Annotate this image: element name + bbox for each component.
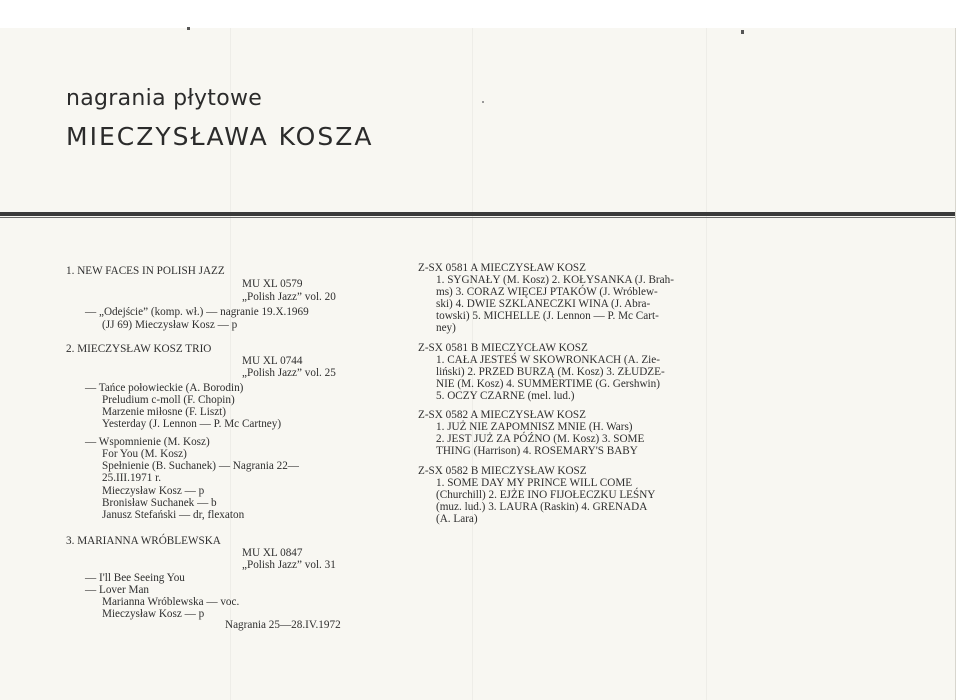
catalog-number: MU XL 0744 bbox=[242, 355, 303, 367]
credit-line: (JJ 69) Mieczysław Kosz — p bbox=[102, 319, 238, 331]
catalog-number: MU XL 0847 bbox=[242, 547, 303, 559]
record-title: 3. MARIANNA WRÓBLEWSKA bbox=[66, 535, 221, 547]
side-heading: Z-SX 0581 B MIECZYCŁAW KOSZ bbox=[418, 342, 588, 354]
track-line: Yesterday (J. Lennon — P. Mc Cartney) bbox=[102, 418, 282, 430]
tracklist-line: (A. Lara) bbox=[436, 513, 478, 525]
print-mark bbox=[741, 30, 744, 34]
fold-crease bbox=[706, 28, 707, 700]
side-heading: Z-SX 0582 B MIECZYSŁAW KOSZ bbox=[418, 465, 587, 477]
tracklist-line: ms) 3. CORAZ WIĘCEJ PTAKÓW (J. Wróblew- bbox=[436, 286, 658, 298]
side-heading: Z-SX 0581 A MIECZYSŁAW KOSZ bbox=[418, 262, 586, 274]
title-subtitle: nagrania płytowe bbox=[66, 86, 263, 111]
tracklist-line: 5. OCZY CZARNE (mel. lud.) bbox=[436, 390, 575, 402]
title-artist: MIECZYSŁAWA KOSZA bbox=[66, 122, 374, 151]
print-mark bbox=[482, 101, 484, 103]
track-line: — Lover Man bbox=[85, 584, 150, 596]
tracklist-line: 1. CAŁA JESTEŚ W SKOWRONKACH (A. Zie- bbox=[436, 354, 660, 366]
series-label: „Polish Jazz” vol. 25 bbox=[242, 367, 336, 379]
credit-line: Marianna Wróblewska — voc. bbox=[102, 596, 240, 608]
tracklist-line: 1. SOME DAY MY PRINCE WILL COME bbox=[436, 477, 633, 489]
tracklist-line: ski) 4. DWIE SZKLANECZKI WINA (J. Abra- bbox=[436, 298, 651, 310]
series-label: „Polish Jazz” vol. 31 bbox=[242, 559, 336, 571]
tracklist-line: (Churchill) 2. EJŻE INO FIJOŁECZKU LEŚNY bbox=[436, 489, 656, 501]
track-line: Marzenie miłosne (F. Liszt) bbox=[102, 406, 226, 418]
credit-line: Janusz Stefański — dr, flexaton bbox=[102, 509, 245, 521]
record-title: 2. MIECZYSŁAW KOSZ TRIO bbox=[66, 343, 212, 355]
divider-thin bbox=[0, 217, 955, 218]
catalog-number: MU XL 0579 bbox=[242, 278, 303, 290]
tracklist-line: 2. JEST JUŻ ZA PÓŹNO (M. Kosz) 3. SOME bbox=[436, 433, 645, 445]
credit-line: Mieczysław Kosz — p bbox=[102, 608, 205, 620]
tracklist-line: liński) 2. PRZED BURZĄ (M. Kosz) 3. ZŁUDZE- bbox=[436, 366, 665, 378]
track-line: 25.III.1971 r. bbox=[102, 472, 162, 484]
series-label: „Polish Jazz” vol. 20 bbox=[242, 291, 336, 303]
tracklist-line: ney) bbox=[436, 322, 456, 334]
track-line: For You (M. Kosz) bbox=[102, 448, 187, 460]
track-line: Spełnienie (B. Suchanek) — Nagrania 22— bbox=[102, 460, 299, 472]
record-title: 1. NEW FACES IN POLISH JAZZ bbox=[66, 265, 225, 277]
divider-thick bbox=[0, 212, 955, 216]
credit-line: Mieczysław Kosz — p bbox=[102, 485, 205, 497]
track-line: — I'll Bee Seeing You bbox=[85, 572, 185, 584]
track-line: — „Odejście” (komp. wł.) — nagranie 19.X.1969 bbox=[85, 306, 309, 318]
track-line: Preludium c-moll (F. Chopin) bbox=[102, 394, 235, 406]
tracklist-line: towski) 5. MICHELLE (J. Lennon — P. Mc Cart- bbox=[436, 310, 659, 322]
track-line: — Wspomnienie (M. Kosz) bbox=[85, 436, 210, 448]
print-mark bbox=[187, 27, 190, 30]
tracklist-line: THING (Harrison) 4. ROSEMARY'S BABY bbox=[436, 445, 638, 457]
recording-date: Nagrania 25—28.IV.1972 bbox=[225, 619, 341, 631]
tracklist-line: 1. SYGNAŁY (M. Kosz) 2. KOŁYSANKA (J. Brah- bbox=[436, 274, 674, 286]
credit-line: Bronisław Suchanek — b bbox=[102, 497, 217, 509]
tracklist-line: NIE (M. Kosz) 4. SUMMERTIME (G. Gershwin) bbox=[436, 378, 660, 390]
tracklist-line: 1. JUŻ NIE ZAPOMNISZ MNIE (H. Wars) bbox=[436, 421, 633, 433]
track-line: — Tańce połowieckie (A. Borodin) bbox=[85, 382, 244, 394]
tracklist-line: (muz. lud.) 3. LAURA (Raskin) 4. GRENADA bbox=[436, 501, 648, 513]
side-heading: Z-SX 0582 A MIECZYSŁAW KOSZ bbox=[418, 409, 586, 421]
